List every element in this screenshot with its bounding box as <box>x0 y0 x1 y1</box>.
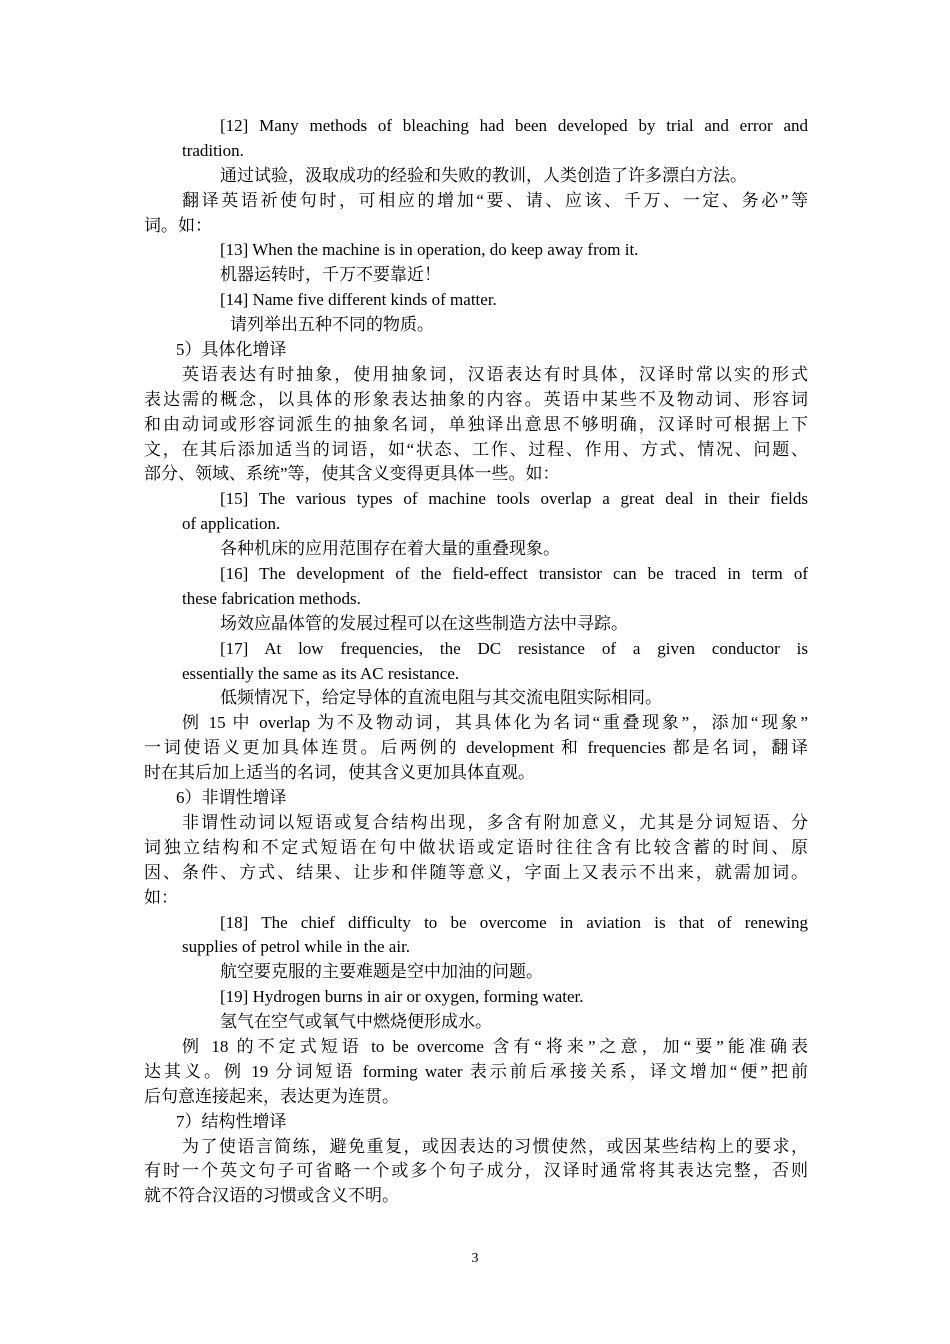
text-line: 达其义。例 19 分词短语 forming water 表示前后承接关系，译文增加“便”把前 <box>144 1061 808 1081</box>
text-line: 航空要克服的主要难题是空中加油的问题。 <box>220 962 543 982</box>
text-line: supplies of petrol while in the air. <box>182 937 411 957</box>
text-line: [14] Name five different kinds of matter. <box>220 290 497 310</box>
text-line: these fabrication methods. <box>182 588 361 608</box>
body-text <box>144 114 808 1209</box>
text-line: 文，在其后添加适当的词语，如“状态、工作、过程、作用、方式、情况、问题、 <box>144 439 808 459</box>
text-line: [13] When the machine is in operation, do keep away from it. <box>220 240 639 260</box>
text-line: [17] At low frequencies, the DC resistance of a given conductor is <box>220 638 808 658</box>
text-line: 后句意连接起来，表达更为连贯。 <box>144 1086 399 1106</box>
text-line: 7）结构性增译 <box>176 1111 287 1131</box>
text-line: 场效应晶体管的发展过程可以在这些制造方法中寻踪。 <box>220 613 628 633</box>
text-line: 词。如： <box>144 215 212 235</box>
text-line: 通过试验，汲取成功的经验和失败的教训，人类创造了许多漂白方法。 <box>220 165 747 185</box>
text-line: 6）非谓性增译 <box>176 788 287 808</box>
text-line: [15] The various types of machine tools overlap a great deal in their fields <box>220 489 808 509</box>
text-line: 英语表达有时抽象，使用抽象词，汉语表达有时具体，汉译时常以实的形式 <box>182 364 808 384</box>
text-line: 机器运转时，千万不要靠近！ <box>220 265 441 285</box>
text-line: 低频情况下，给定导体的直流电阻与其交流电阻实际相同。 <box>220 688 662 708</box>
text-line: 例 15 中 overlap 为不及物动词，其具体化为名词“重叠现象”，添加“现象” <box>182 713 808 733</box>
text-line: 如： <box>144 887 178 907</box>
text-line: 就不符合汉语的习惯或含义不明。 <box>144 1186 399 1206</box>
text-line: 部分、领域、系统”等，使其含义变得更具体一些。如： <box>144 464 560 484</box>
text-line: [19] Hydrogen burns in air or oxygen, forming water. <box>220 987 584 1007</box>
text-line: 翻译英语祈使句时，可相应的增加“要、请、应该、千万、一定、务必”等 <box>182 190 808 210</box>
text-line: 一词使语义更加具体连贯。后两例的 development 和 frequencies 都是名词，翻译 <box>144 738 808 758</box>
text-line: 各种机床的应用范围存在着大量的重叠现象。 <box>220 539 560 559</box>
text-line: 非谓性动词以短语或复合结构出现，多含有附加意义，尤其是分词短语、分 <box>182 812 808 832</box>
text-line: of application. <box>182 514 281 534</box>
text-line: tradition. <box>182 140 244 160</box>
text-line: 例 18 的不定式短语 to be overcome 含有“将来”之意，加“要”能准确表 <box>182 1036 808 1056</box>
text-line: [16] The development of the field-effect transistor can be traced in term of <box>220 564 808 584</box>
text-line: 表达需的概念，以具体的形象表达抽象的内容。英语中某些不及物动词、形容词 <box>144 389 808 409</box>
text-line: 氢气在空气或氧气中燃烧便形成水。 <box>220 1012 492 1032</box>
text-line: 词独立结构和不定式短语在句中做状语或定语时往往含有比较含蓄的时间、原 <box>144 837 808 857</box>
text-line: 有时一个英文句子可省略一个或多个句子成分，汉译时通常将其表达完整，否则 <box>144 1161 808 1181</box>
text-line: 请列举出五种不同的物质。 <box>230 315 434 335</box>
text-line: 因、条件、方式、结果、让步和伴随等意义，字面上又表示不出来，就需加词。 <box>144 862 808 882</box>
text-line: 为了使语言简练，避免重复，或因表达的习惯使然，或因某些结构上的要求， <box>182 1136 808 1156</box>
text-line: 和由动词或形容词派生的抽象名词，单独译出意思不够明确，汉译时可根据上下 <box>144 414 808 434</box>
text-line: 时在其后加上适当的名词，使其含义更加具体直观。 <box>144 763 535 783</box>
text-line: essentially the same as its AC resistance. <box>182 663 460 683</box>
text-line: 5）具体化增译 <box>176 340 287 360</box>
text-line: [12] Many methods of bleaching had been developed by trial and error and <box>220 116 808 135</box>
text-line: [18] The chief difficulty to be overcome in aviation is that of renewing <box>220 912 808 932</box>
page-number: 3 <box>471 1251 479 1266</box>
